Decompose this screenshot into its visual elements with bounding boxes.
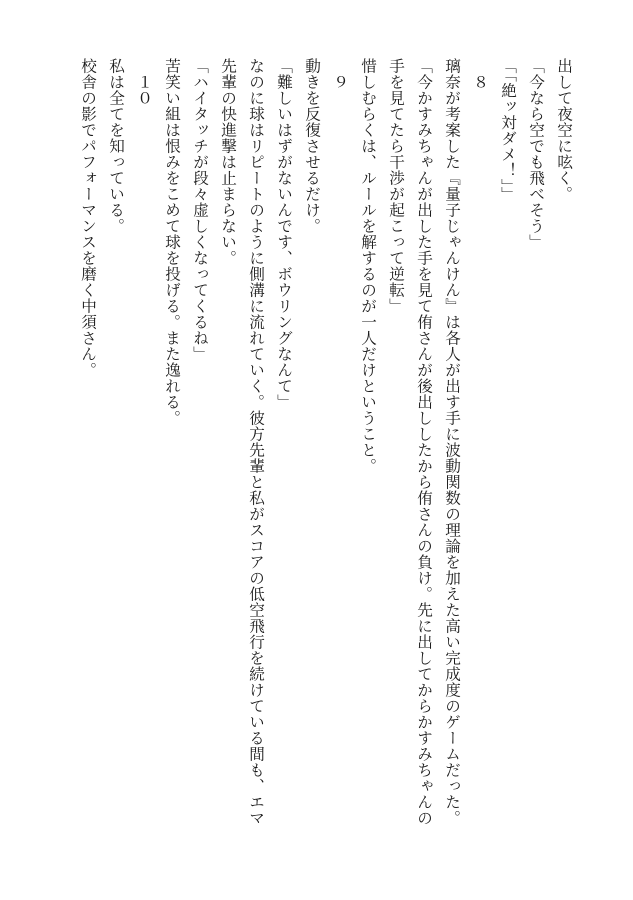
- text-line: 「今かすみちゃんが出した手を見て侑さんが後出ししたから侑さんの負け。先に出してからかすみちゃんの: [415, 58, 433, 826]
- text-line: 惜しむらくは、ルールを解するのが一人だけということ。: [359, 58, 377, 474]
- text-line: 「今なら空でも飛べそう」: [527, 58, 545, 250]
- text-line: 苦笑い組は恨みをこめて球を投げる。また逸れる。: [163, 58, 181, 426]
- text-line: 手を見てたら干渉が起こって逆転」: [387, 58, 405, 314]
- text-line: 先輩の快進撃は止まらない。: [219, 58, 237, 266]
- text-line: 出して夜空に呟く。: [555, 58, 573, 202]
- section-number: ８: [471, 58, 489, 90]
- text-line: 「「絶ッ対ダメ！」」: [499, 58, 517, 203]
- text-line: 校舎の影でパフォーマンスを磨く中須さん。: [79, 58, 97, 378]
- text-line: なのに球はリピートのように側溝に流れていく。彼方先輩と私がスコアの低空飛行を続けている間も、エマ: [247, 58, 265, 826]
- section-number: １０: [135, 58, 153, 106]
- text-line: 璃奈が考案した『量子じゃんけん』は各人が出す手に波動関数の理論を加えた高い完成度のゲームだった。: [443, 58, 461, 826]
- section-number: ９: [331, 58, 349, 90]
- text-line: 「ハイタッチが段々虚しくなってくるね」: [191, 58, 209, 362]
- text-line: 動きを反復させるだけ。: [303, 58, 321, 234]
- text-line: 私は全てを知っている。: [107, 58, 125, 234]
- text-line: 「難しいはずがないんです、ボウリングなんて」: [275, 58, 293, 410]
